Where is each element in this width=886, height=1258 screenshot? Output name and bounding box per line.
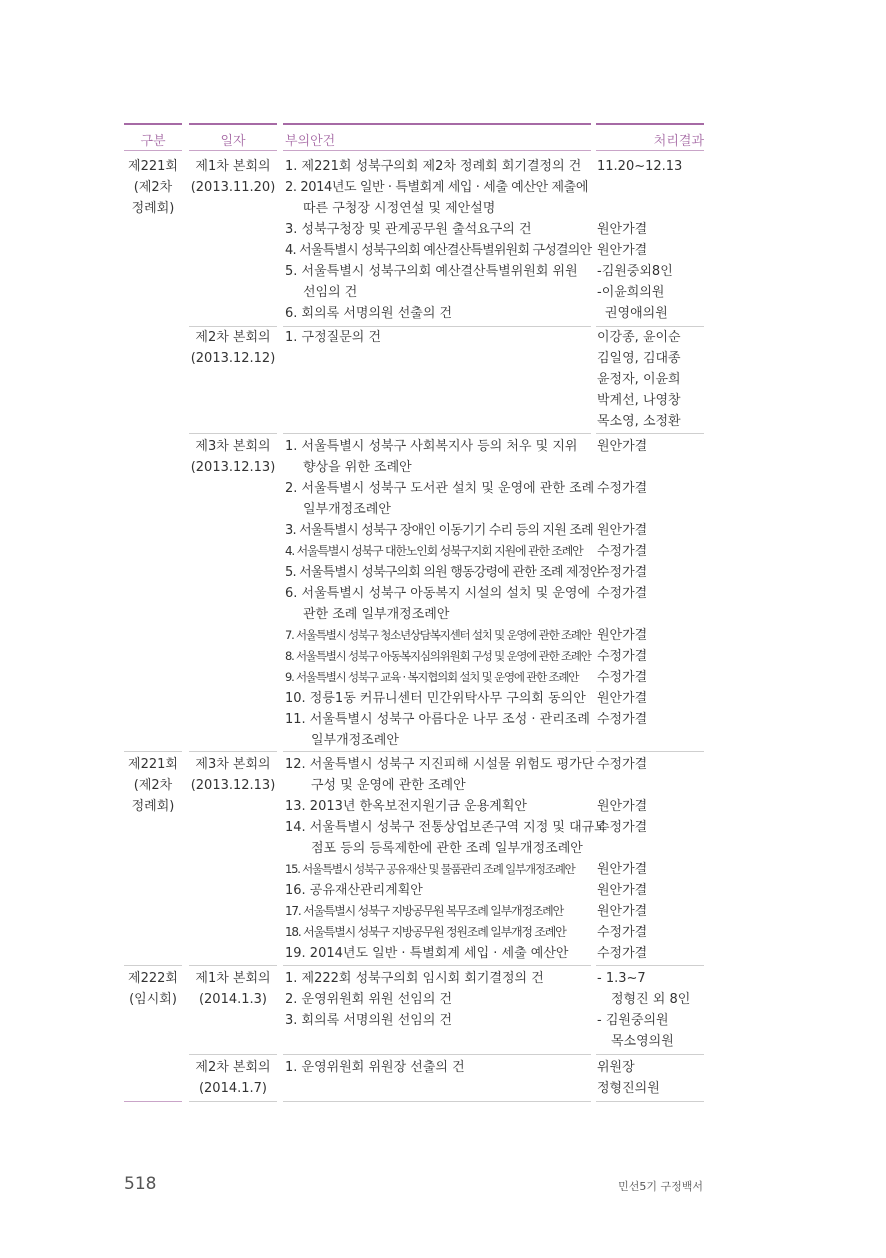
meeting-cell: 제1차 본회의 (2014.1.3) [195, 971, 271, 1007]
agenda-item: 일부개정조례안 [303, 502, 391, 517]
book-title: 민선5기 구정백서 [618, 1180, 703, 1193]
agenda-item: 따른 구청장 시정연설 및 제안설명 [303, 201, 496, 216]
header-bottom-rule-result [596, 150, 704, 151]
agenda-cell [285, 1057, 465, 1078]
agenda-item: 선임의 건 [303, 285, 358, 300]
agenda-item: 2. 운영위원회 위원 선임의 건 [285, 992, 453, 1007]
table-bottom-rule [189, 1101, 277, 1102]
row-rule [124, 965, 182, 966]
agenda-item: 16. 공유재산관리계획안 [285, 883, 423, 898]
agenda-cell [285, 436, 601, 751]
session-cell: 제222회 (임시회) [128, 971, 178, 1007]
agenda-cell [285, 754, 607, 964]
agenda-item: 1. 서울특별시 성북구 사회복지사 등의 처우 및 지위 [285, 439, 578, 454]
agenda-item: 1. 제222회 성북구의회 임시회 회기결정의 건 [285, 971, 544, 986]
session-cell: 제221회 (제2차 정례회) [128, 159, 178, 216]
agenda-item: 1. 운영위원회 위원장 선출의 건 [285, 1060, 465, 1075]
agenda-item: 13. 2013년 한옥보전지원기금 운용계획안 [285, 799, 527, 814]
table-bottom-rule [124, 1101, 182, 1102]
agenda-item: 3. 서울특별시 성북구 장애인 이동기기 수리 등의 지원 조례 [285, 523, 593, 538]
agenda-cell [285, 327, 381, 348]
agenda-item: 9. 서울특별시 성북구 교육 · 복지협의회 설치 및 운영에 관한 조례안 [285, 670, 579, 684]
row-rule [596, 751, 704, 752]
meeting-cell: 제2차 본회의 (2014.1.7) [195, 1060, 271, 1096]
agenda-item: 8. 서울특별시 성북구 아동복지심의위원회 구성 및 운영에 관한 조례안 [285, 649, 591, 663]
result-cell: 위원장 정형진의원 [597, 1060, 660, 1096]
row-rule [283, 751, 591, 752]
table-top-rule-result [596, 123, 704, 125]
header-bottom-rule-session [124, 150, 182, 151]
agenda-item: 5. 서울특별시 성북구의회 예산결산특별위원회 위원 [285, 264, 578, 279]
meeting-cell: 제3차 본회의 (2013.12.13) [190, 757, 276, 793]
agenda-item: 18. 서울특별시 성북구 지방공무원 정원조례 일부개정 조례안 [285, 925, 566, 939]
agenda-item: 구성 및 운영에 관한 조례안 [311, 778, 466, 793]
agenda-item: 3. 성북구청장 및 관계공무원 출석요구의 건 [285, 222, 532, 237]
agenda-item: 14. 서울특별시 성북구 전통상업보존구역 지정 및 대규모 [285, 820, 607, 835]
agenda-item: 3. 회의록 서명의원 선임의 건 [285, 1013, 453, 1028]
agenda-item: 2. 2014년도 일반 · 특별회계 세입 · 세출 예산안 제출에 [285, 180, 588, 195]
agenda-item: 1. 구정질문의 건 [285, 330, 382, 345]
meeting-cell: 제3차 본회의 (2013.12.13) [190, 439, 276, 475]
result-cell: 원안가결 수정가결 원안가결 수정가결 수정가결 수정가결 원안가결 수정가결 수정가결 원안가결 수정가결 [597, 439, 648, 727]
agenda-item: 6. 서울특별시 성북구 아동복지 시설의 설치 및 운영에 [285, 586, 591, 601]
agenda-item: 19. 2014년도 일반 · 특별회계 세입 · 세출 예산안 [285, 946, 569, 961]
header-agenda: 부의안건 [285, 134, 336, 149]
table-top-rule-session [124, 123, 182, 125]
meeting-cell: 제1차 본회의 (2013.11.20) [190, 159, 276, 195]
agenda-item: 12. 서울특별시 성북구 지진피해 시설물 위험도 평가단 [285, 757, 595, 772]
row-rule [189, 433, 277, 434]
row-rule [283, 433, 591, 434]
agenda-item: 1. 제221회 성북구의회 제2차 정례회 회기결정의 건 [285, 159, 582, 174]
meeting-cell: 제2차 본회의 (2013.12.12) [190, 330, 276, 366]
agenda-cell [285, 968, 544, 1031]
row-rule [189, 751, 277, 752]
page-number: 518 [124, 1174, 157, 1194]
table-top-rule-agenda [283, 123, 591, 125]
header-bottom-rule-date [189, 150, 277, 151]
agenda-item: 4. 서울특별시 성북구의회 예산결산특별위원회 구성결의안 [285, 243, 592, 258]
header-result: 처리결과 [653, 134, 704, 149]
row-rule [124, 751, 182, 752]
session-cell: 제221회 (제2차 정례회) [128, 757, 178, 814]
agenda-item: 10. 정릉1동 커뮤니센터 민간위탁사무 구의회 동의안 [285, 691, 586, 706]
row-rule [189, 965, 277, 966]
result-cell: 수정가결 원안가결 수정가결 원안가결 원안가결 원안가결 수정가결 수정가결 [597, 757, 648, 961]
agenda-cell [285, 156, 591, 324]
result-cell: - 1.3~7 정형진 외 8인 - 김원중의원 목소영의원 [597, 971, 691, 1049]
agenda-item: 5. 서울특별시 성북구의회 의원 행동강령에 관한 조례 제정안 [285, 565, 602, 580]
agenda-item: 17. 서울특별시 성북구 지방공무원 복무조례 일부개정조례안 [285, 904, 563, 918]
result-cell: 11.20~12.13 원안가결 원안가결 -김원중외8인 -이윤희의원 권영애의원 [597, 159, 683, 321]
agenda-item: 11. 서울특별시 성북구 아름다운 나무 조성 · 관리조례 [285, 712, 590, 727]
header-session: 구분 [140, 134, 166, 149]
result-cell: 이강종, 윤이순 김일영, 김대종 윤정자, 이윤희 박계선, 나영창 목소영, 소정환 [597, 330, 681, 429]
agenda-item: 향상을 위한 조례안 [303, 460, 412, 475]
row-rule [189, 1054, 277, 1055]
agenda-item: 6. 회의록 서명의원 선출의 건 [285, 306, 453, 321]
row-rule [596, 1054, 704, 1055]
row-rule [283, 965, 591, 966]
agenda-item: 2. 서울특별시 성북구 도서관 설치 및 운영에 관한 조례 [285, 481, 595, 496]
agenda-item: 7. 서울특별시 성북구 청소년상담복지센터 설치 및 운영에 관한 조례안 [285, 628, 591, 642]
agenda-item: 점포 등의 등록제한에 관한 조례 일부개정조례안 [311, 841, 583, 856]
agenda-item: 4. 서울특별시 성북구 대한노인회 성북구지회 지원에 관한 조례안 [285, 544, 583, 558]
agenda-item: 일부개정조례안 [311, 733, 399, 748]
header-date: 일자 [220, 134, 246, 149]
table-bottom-rule [596, 1101, 704, 1102]
agenda-item: 관한 조례 일부개정조례안 [303, 607, 450, 622]
header-bottom-rule-agenda [283, 150, 591, 151]
row-rule [596, 965, 704, 966]
agenda-item: 15. 서울특별시 성북구 공유재산 및 물품관리 조례 일부개정조례안 [285, 862, 575, 876]
row-rule [596, 433, 704, 434]
table-top-rule-date [189, 123, 277, 125]
row-rule [283, 1054, 591, 1055]
table-bottom-rule [283, 1101, 591, 1102]
